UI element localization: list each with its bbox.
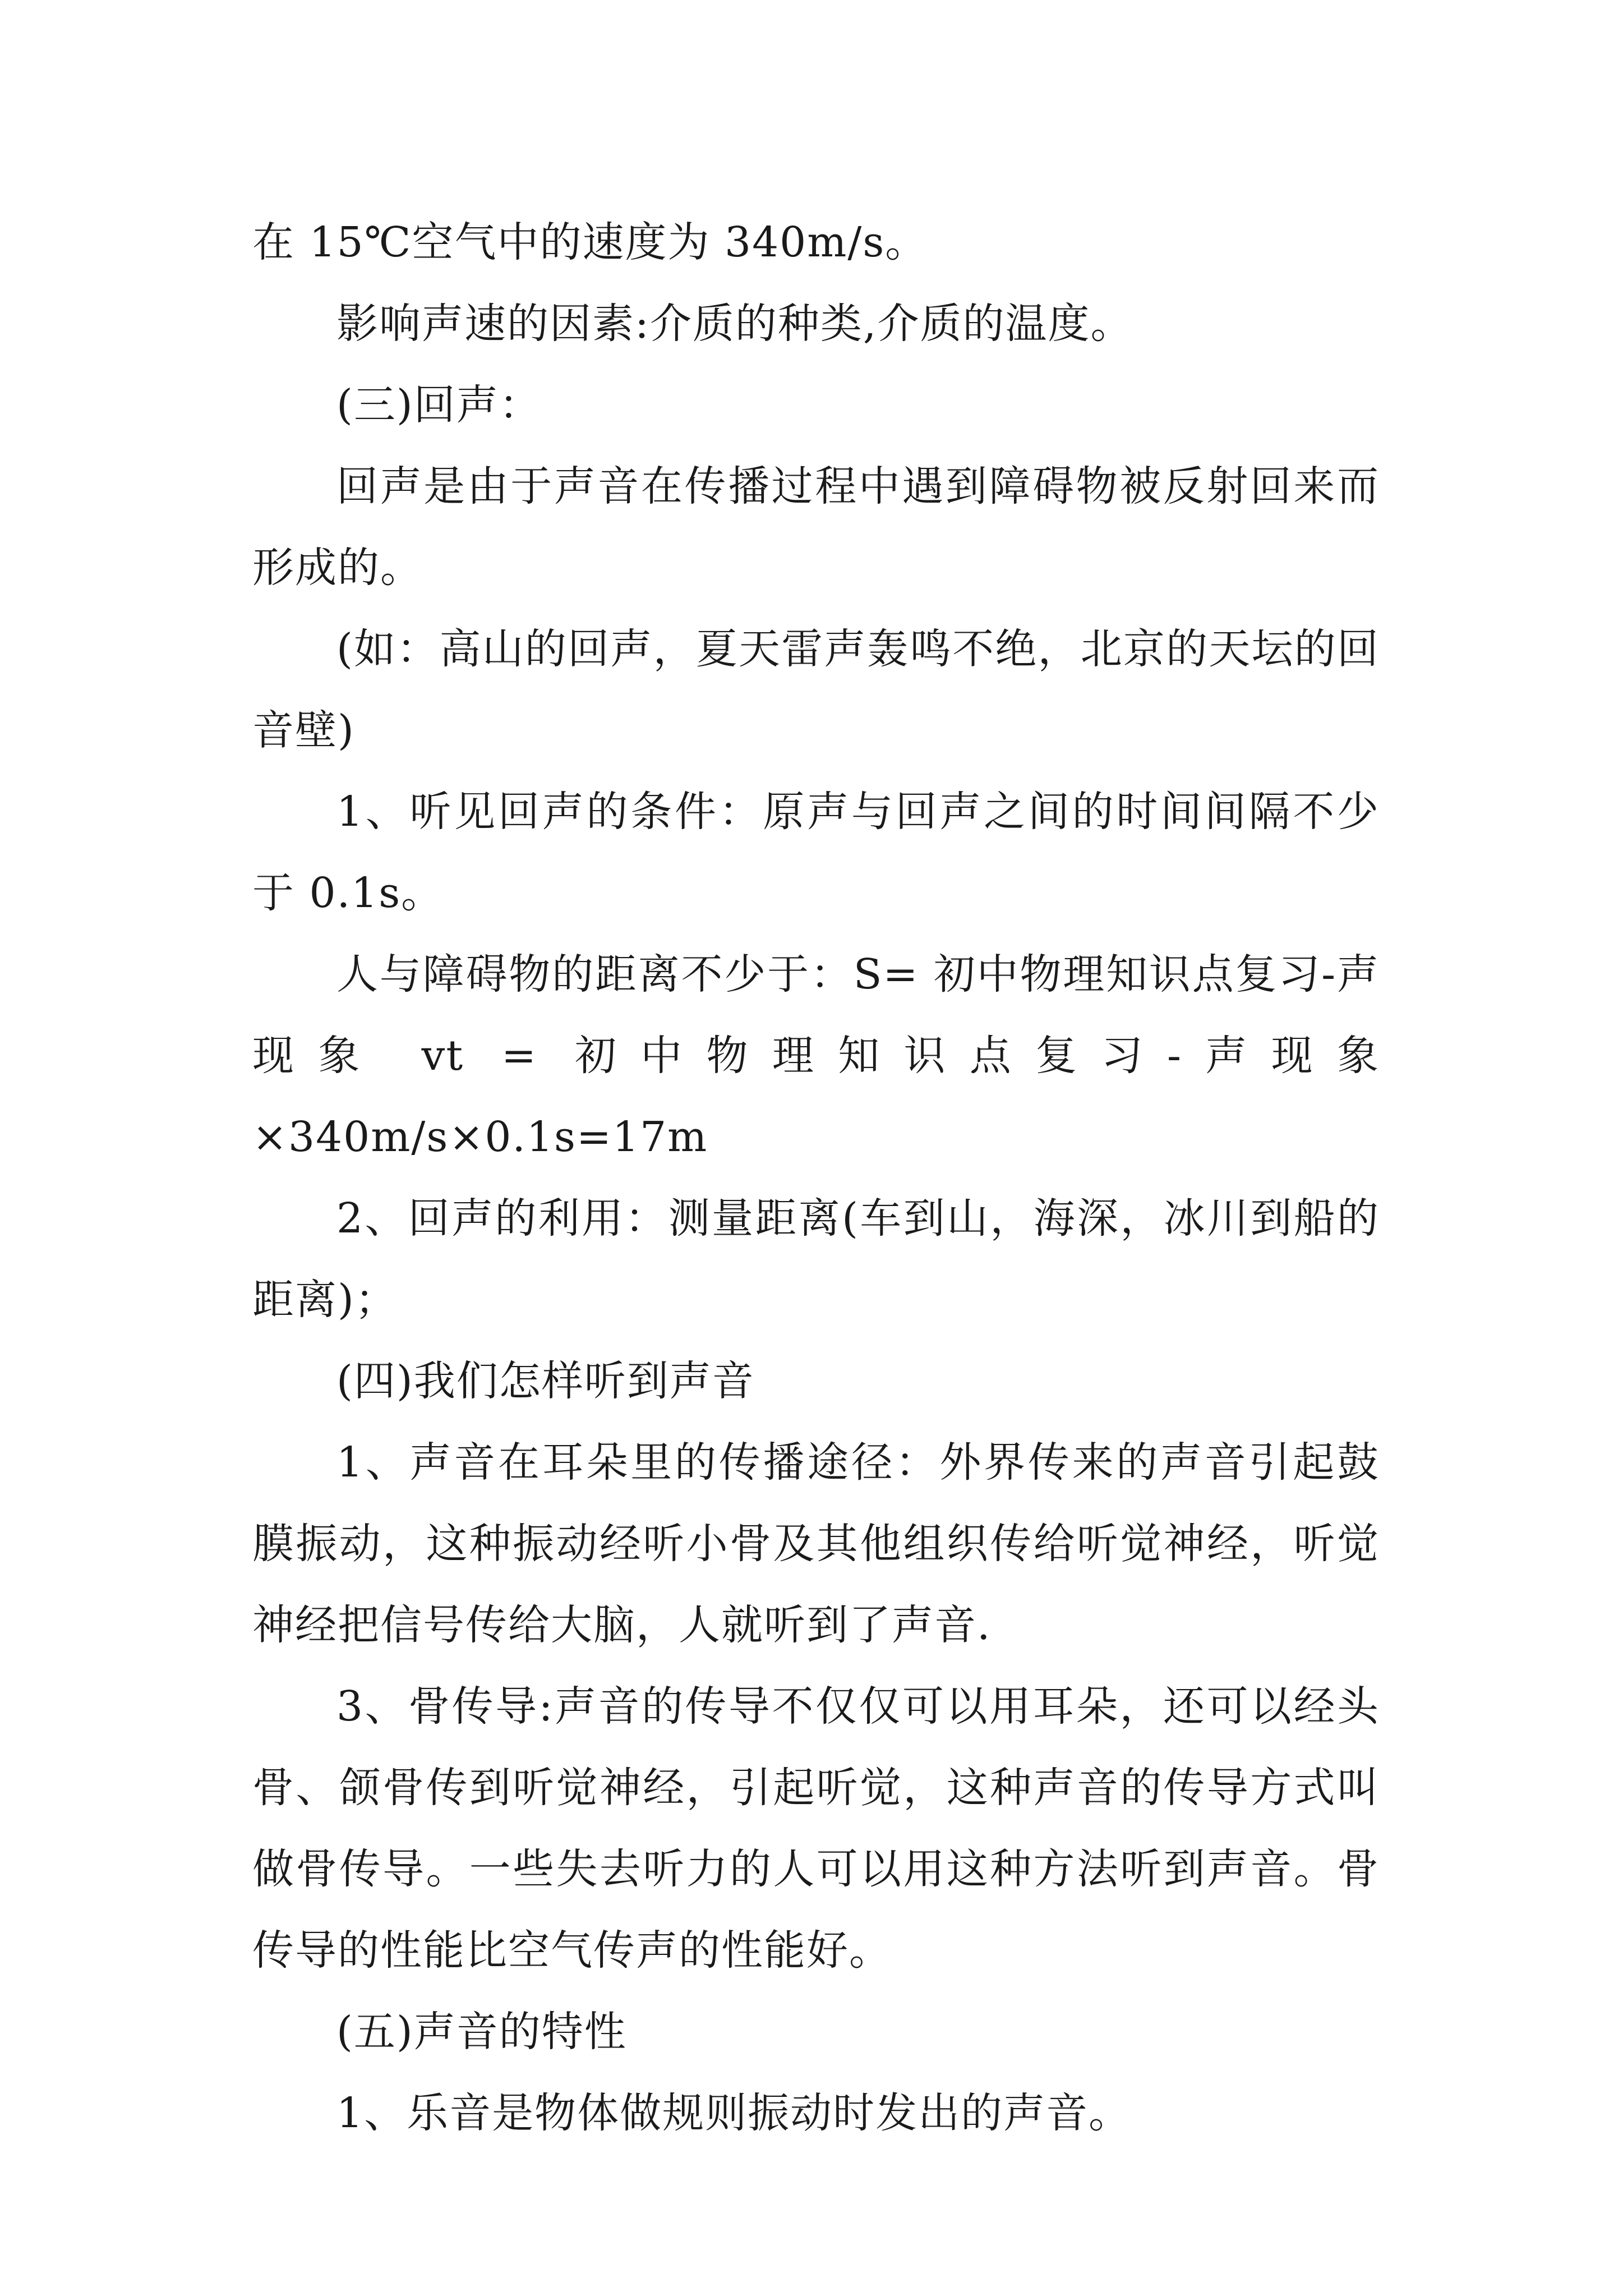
paragraph-echo-examples: (如：高山的回声，夏天雷声轰鸣不绝，北京的天坛的回音壁) bbox=[252, 625, 1380, 754]
paragraph-ear-path: 1、声音在耳朵里的传播途径：外界传来的声音引起鼓膜振动，这种振动经听小骨及其他组织传给听觉神经，听觉神经把信号传给大脑，人就听到了声音. bbox=[252, 1438, 1380, 1649]
heading-sound-properties: (五)声音的特性 bbox=[336, 2008, 627, 2056]
heading-echo: (三)回声： bbox=[336, 381, 542, 429]
heading-how-we-hear: (四)我们怎样听到声音 bbox=[336, 1357, 755, 1405]
paragraph-speed-15c: 在 15℃空气中的速度为 340m/s。 bbox=[252, 218, 928, 266]
paragraph-echo-use: 2、回声的利用：测量距离(车到山，海深，冰川到船的距离)； bbox=[252, 1194, 1380, 1324]
paragraph-echo-condition: 1、听见回声的条件：原声与回声之间的时间间隔不少于 0.1s。 bbox=[252, 788, 1380, 917]
paragraph-speed-factors: 影响声速的因素:介质的种类,介质的温度。 bbox=[336, 300, 1133, 348]
paragraph-bone-conduction: 3、骨传导:声音的传导不仅仅可以用耳朵，还可以经头骨、颌骨传到听觉神经，引起听觉，这种声音的传导方式叫做骨传导。一些失去听力的人可以用这种方法听到声音。骨传导的性能比空气传声的性能好。 bbox=[252, 1682, 1380, 1975]
paragraph-echo-definition: 回声是由于声音在传播过程中遇到障碍物被反射回来而形成的。 bbox=[252, 462, 1380, 592]
paragraph-echo-distance: 人与障碍物的距离不少于：S= 初中物理知识点复习-声现象 vt = 初中物理知识点复习-声现象 ×340m/s×0.1s=17m bbox=[252, 950, 1380, 1161]
body-text bbox=[252, 202, 1380, 2154]
paragraph-musical-sound: 1、乐音是物体做规则振动时发出的声音。 bbox=[336, 2089, 1132, 2137]
